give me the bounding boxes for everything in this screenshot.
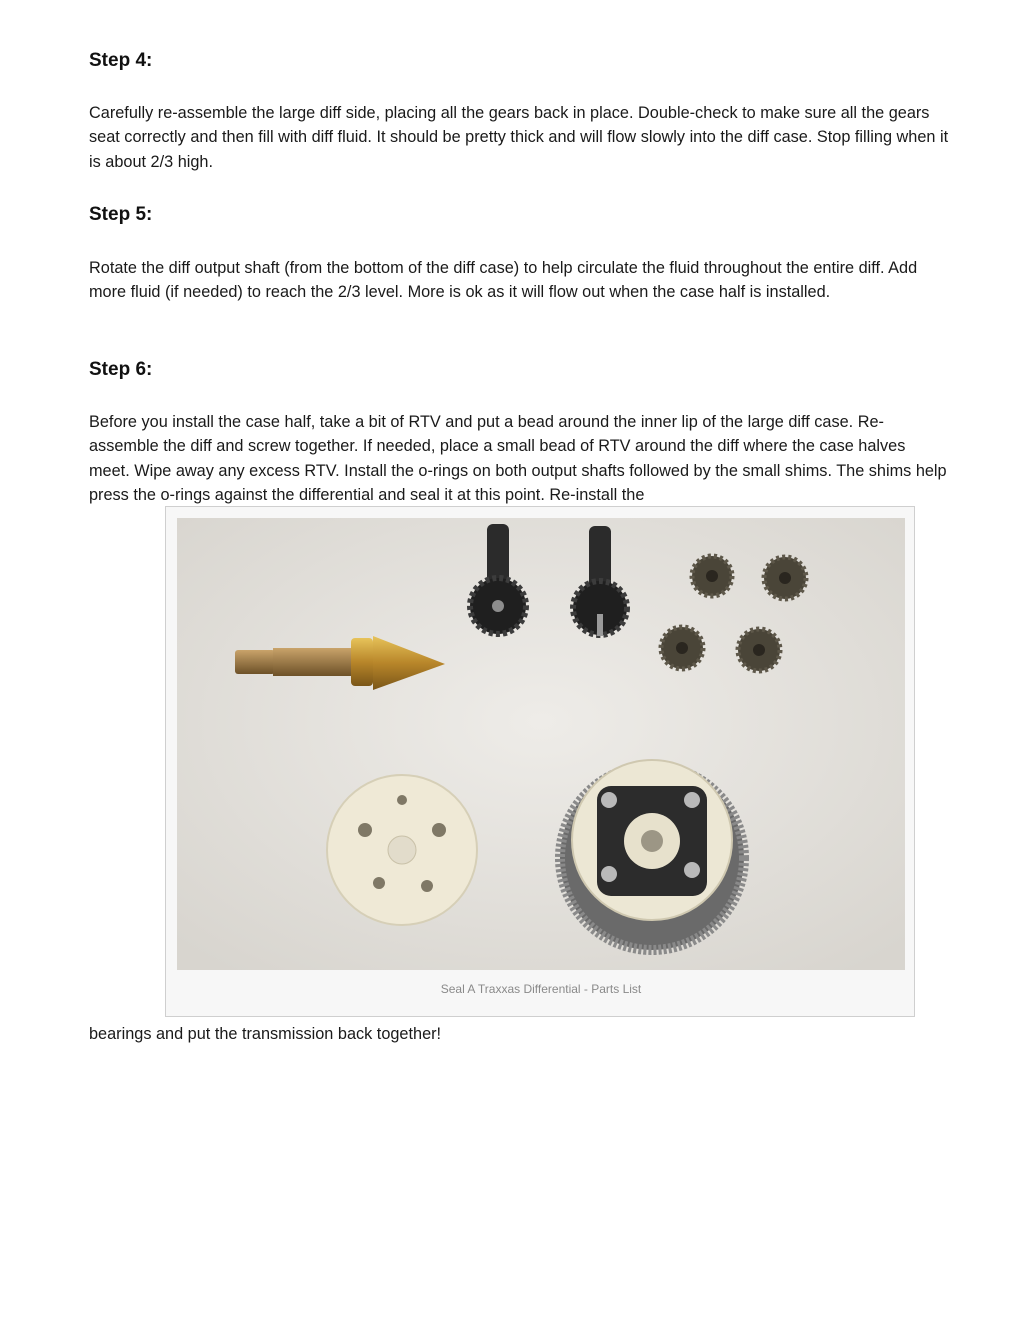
step-6-text: Before you install the case half, take a bit of RTV and put a bead around the inner lip of the large diff case. Re-assemble the diff and screw together. If needed, place a small bead of RTV around the diff where the case halves meet. Wipe away any excess RTV. Install the o-rings on both output shafts followed by the small shims. The shims help press the o-rings against the differential and seal it at this point. Re-install the [89, 413, 947, 505]
parts-photo [177, 518, 905, 970]
step-4-text: Carefully re-assemble the large diff side, placing all the gears back in place. Double-check to make sure all the gears seat correctly and then fill with diff fluid. It should be pretty thick and will flow slowly into the diff case. Stop filling when it is about 2/3 high. [89, 104, 949, 171]
step-5-heading: Step 5: [89, 204, 153, 225]
step-4-heading: Step 4: [89, 50, 153, 71]
figure-caption: Seal A Traxxas Differential - Parts List [440, 982, 642, 996]
step-5-text: Rotate the diff output shaft (from the bottom of the diff case) to help circulate the fluid throughout the entire diff. Add more fluid (if needed) to reach the 2/3 level. More is ok as it will flow out when the case half is installed. [89, 259, 918, 302]
step-6-heading: Step 6: [89, 359, 153, 380]
parts-photo-figure [165, 506, 915, 1017]
diff-case-cover-icon [327, 775, 477, 925]
step-6-continuation-text: bearings and put the transmission back together! [89, 1025, 442, 1043]
